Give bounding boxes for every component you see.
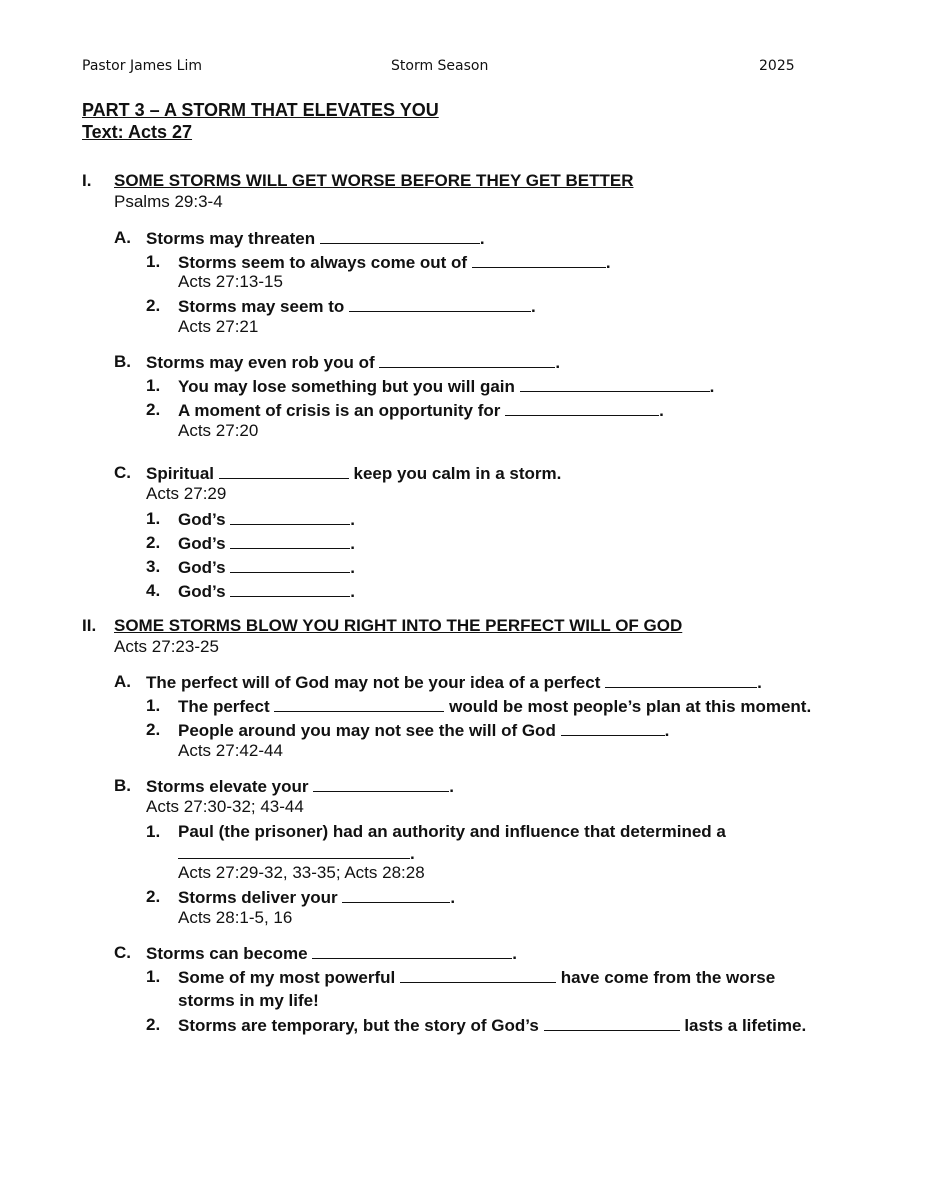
s1-c-3-point: [178, 557, 355, 578]
s1-c-point: [146, 463, 561, 484]
section-2-heading: SOME STORMS BLOW YOU RIGHT INTO THE PERFECT WILL OF GOD: [114, 616, 683, 635]
s1-a-1-ref: Acts 27:13-15: [178, 272, 283, 291]
s2-b-1-ref: Acts 27:29-32, 33-35; Acts 28:28: [178, 863, 425, 882]
s1-c-2-point: [178, 533, 355, 554]
s1-a-1-text: Storms seem to always come out of: [178, 253, 468, 272]
fill-blank: [230, 557, 350, 573]
s1-b-1-text: You may lose something but you will gain: [178, 377, 515, 396]
s1-a-2-ref: Acts 27:21: [178, 317, 259, 336]
fill-blank: [230, 581, 350, 597]
section-1-number: I.: [82, 171, 92, 190]
s2-c-1-post: have come from the worse: [560, 968, 776, 987]
fill-blank: [342, 887, 450, 903]
fill-blank: [349, 296, 531, 312]
text-reference: Text: Acts 27: [82, 122, 193, 142]
fill-blank: [561, 720, 665, 736]
s1-c-2-end: .: [350, 534, 356, 553]
s1-a-2-point: [178, 296, 536, 317]
s1-c-3-num: 3.: [146, 557, 161, 576]
header-author: Pastor James Lim: [82, 58, 202, 74]
s2-a-letter: A.: [114, 672, 131, 691]
s2-c-2-point: [178, 1015, 806, 1036]
s2-c-2-num: 2.: [146, 1015, 161, 1034]
s1-b-1-num: 1.: [146, 376, 161, 395]
s2-a-2-end: .: [664, 721, 670, 740]
s2-b-2-point: [178, 887, 455, 908]
s1-a-letter: A.: [114, 228, 131, 247]
s1-a-1-num: 1.: [146, 252, 161, 271]
s1-c-3-end: .: [350, 558, 356, 577]
s2-a-1-num: 1.: [146, 696, 161, 715]
s2-c-1-point: [178, 967, 775, 988]
s2-a-2-ref: Acts 27:42-44: [178, 741, 283, 760]
s1-b-2-text: A moment of crisis is an opportunity for: [178, 401, 501, 420]
s1-c-3-text: God’s: [178, 558, 226, 577]
s2-a-text: The perfect will of God may not be your idea of a perfect: [146, 673, 601, 692]
s2-c-end: .: [512, 944, 518, 963]
s2-b-point: [146, 776, 454, 797]
header-series: Storm Season: [391, 58, 489, 74]
s1-c-ref: Acts 27:29: [146, 484, 227, 503]
s1-c-2-text: God’s: [178, 534, 226, 553]
s1-b-1-point: [178, 376, 714, 397]
s1-c-1-text: God’s: [178, 510, 226, 529]
s1-b-2-ref: Acts 27:20: [178, 421, 259, 440]
fill-blank: [230, 533, 350, 549]
fill-blank: [400, 967, 556, 983]
s2-a-2-text: People around you may not see the will of God: [178, 721, 556, 740]
fill-blank: [178, 843, 410, 859]
s2-c-point: [146, 943, 517, 964]
s2-a-end: .: [757, 673, 762, 692]
section-1-heading: SOME STORMS WILL GET WORSE BEFORE THEY GET BETTER: [114, 171, 634, 190]
s1-a-1-point: [178, 252, 611, 273]
fill-blank: [520, 376, 710, 392]
s1-c-1-point: [178, 509, 355, 530]
s2-b-ref: Acts 27:30-32; 43-44: [146, 797, 304, 816]
s2-a-2-point: [178, 720, 669, 741]
s2-b-2-num: 2.: [146, 887, 161, 906]
section-2-ref: Acts 27:23-25: [114, 637, 219, 656]
s1-c-1-end: .: [350, 510, 356, 529]
fill-blank: [320, 228, 480, 244]
fill-blank: [472, 252, 606, 268]
fill-blank: [379, 352, 555, 368]
s2-b-2-ref: Acts 28:1-5, 16: [178, 908, 293, 927]
fill-blank: [605, 672, 757, 688]
s1-a-2-end: .: [531, 297, 536, 316]
s1-a-1-end: .: [605, 253, 611, 272]
s1-c-post: keep you calm in a storm.: [353, 464, 562, 483]
s1-b-letter: B.: [114, 352, 131, 371]
s1-c-pre: Spiritual: [146, 464, 215, 483]
s2-b-1-line2: [178, 843, 415, 864]
s1-c-4-num: 4.: [146, 581, 161, 600]
s1-b-2-end: .: [659, 401, 664, 420]
s2-a-2-num: 2.: [146, 720, 161, 739]
fill-blank: [312, 943, 512, 959]
s2-c-text: Storms can become: [146, 944, 308, 963]
fill-blank: [274, 696, 444, 712]
section-2-number: II.: [82, 616, 97, 635]
fill-blank: [313, 776, 449, 792]
s1-b-end: .: [555, 353, 561, 372]
s1-c-1-num: 1.: [146, 509, 161, 528]
s1-c-4-point: [178, 581, 355, 602]
s2-b-1-num: 1.: [146, 822, 161, 841]
fill-blank: [230, 509, 350, 525]
s2-c-letter: C.: [114, 943, 131, 962]
header-year: 2025: [759, 58, 795, 74]
s2-c-2-pre: Storms are temporary, but the story of God’s: [178, 1016, 539, 1035]
s1-a-point: [146, 228, 485, 249]
s1-b-2-num: 2.: [146, 400, 161, 419]
s1-b-2-point: [178, 400, 664, 421]
s1-c-4-end: .: [350, 582, 356, 601]
s2-b-letter: B.: [114, 776, 131, 795]
s1-a-2-num: 2.: [146, 296, 161, 315]
s2-c-2-post: lasts a lifetime.: [684, 1016, 807, 1035]
s2-c-1-line2: storms in my life!: [178, 991, 319, 1010]
fill-blank: [505, 400, 659, 416]
s2-b-1-end: .: [410, 844, 415, 863]
section-1-ref: Psalms 29:3-4: [114, 192, 223, 211]
s1-c-2-num: 2.: [146, 533, 161, 552]
s2-c-1-num: 1.: [146, 967, 161, 986]
s2-b-1-text: Paul (the prisoner) had an authority and influence that determined a: [178, 822, 726, 841]
s2-b-2-end: .: [450, 888, 456, 907]
s1-a-end: .: [479, 229, 485, 248]
s1-a-text: Storms may threaten: [146, 229, 316, 248]
s1-c-letter: C.: [114, 463, 131, 482]
s2-b-2-text: Storms deliver your: [178, 888, 338, 907]
s2-a-1-post: would be most people’s plan at this moment.: [449, 697, 812, 716]
s2-a-1-point: [178, 696, 811, 717]
s1-b-1-end: .: [709, 377, 715, 396]
s2-c-1-pre: Some of my most powerful: [178, 968, 396, 987]
s1-a-2-text: Storms may seem to: [178, 297, 345, 316]
fill-blank: [544, 1015, 680, 1031]
s2-a-point: [146, 672, 762, 693]
fill-blank: [219, 463, 349, 479]
s1-b-point: [146, 352, 560, 373]
s1-b-text: Storms may even rob you of: [146, 353, 375, 372]
s2-a-1-pre: The perfect: [178, 697, 270, 716]
s1-c-4-text: God’s: [178, 582, 226, 601]
page-title: PART 3 – A STORM THAT ELEVATES YOU: [82, 100, 439, 120]
s2-b-end: .: [449, 777, 454, 796]
s2-b-text: Storms elevate your: [146, 777, 309, 796]
